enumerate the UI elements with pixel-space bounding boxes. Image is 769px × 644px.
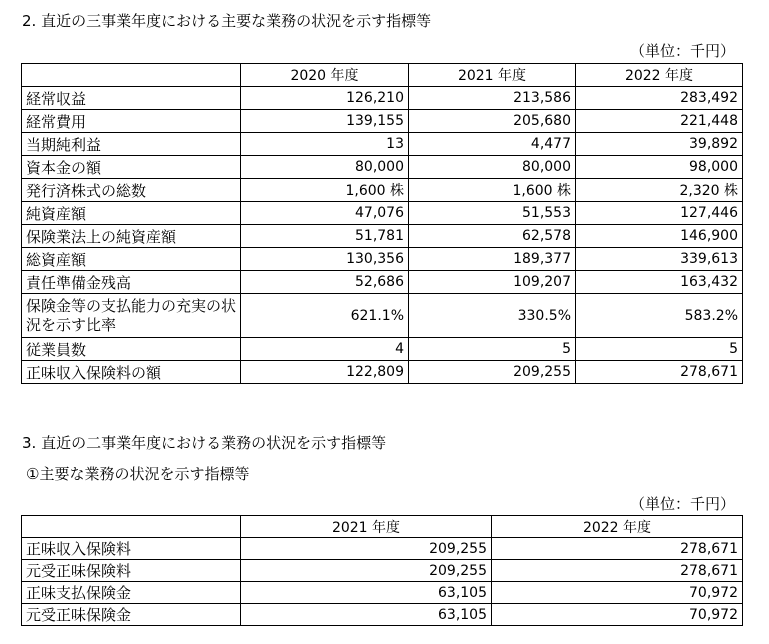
section2-unit: （単位：千円） (630, 42, 736, 60)
table-row (22, 294, 743, 338)
cell-value: 339,613 (576, 248, 743, 271)
cell-value: 209,255 (409, 361, 576, 384)
cell-value: 213,586 (409, 87, 576, 110)
cell-value: 122,809 (241, 361, 409, 384)
table-row (22, 248, 743, 271)
cell-value: 109,207 (409, 271, 576, 294)
table-row (22, 582, 743, 604)
section2-title: 2. 直近の三事業年度における主要な業務の状況を示す指標等 (22, 12, 432, 30)
section3-unit: （単位：千円） (630, 495, 736, 513)
header-cell: 2022 年度 (576, 64, 743, 87)
cell-value: 1,600 株 (409, 179, 576, 202)
row-label: 元受正味保険金 (22, 604, 241, 626)
table-row (22, 604, 743, 626)
row-label: 総資産額 (22, 248, 241, 271)
row-label: 責任準備金残高 (22, 271, 241, 294)
header-cell (22, 516, 241, 538)
table-row (22, 110, 743, 133)
cell-value: 70,972 (492, 604, 743, 626)
cell-value: 130,356 (241, 248, 409, 271)
cell-value: 221,448 (576, 110, 743, 133)
cell-value: 127,446 (576, 202, 743, 225)
cell-value: 4 (241, 338, 409, 361)
cell-value: 13 (241, 133, 409, 156)
table-header-row (22, 516, 743, 538)
row-label: 保険金等の支払能力の充実の状況を示す比率 (22, 294, 241, 338)
row-label: 正味収入保険料の額 (22, 361, 241, 384)
table-row (22, 133, 743, 156)
cell-value: 126,210 (241, 87, 409, 110)
cell-value: 163,432 (576, 271, 743, 294)
table-row (22, 225, 743, 248)
row-label: 発行済株式の総数 (22, 179, 241, 202)
table-header-row (22, 64, 743, 87)
row-label: 経常費用 (22, 110, 241, 133)
cell-value: 47,076 (241, 202, 409, 225)
cell-value: 278,671 (576, 361, 743, 384)
row-label: 正味支払保険金 (22, 582, 241, 604)
section3-table (21, 515, 743, 626)
row-label: 正味収入保険料 (22, 538, 241, 560)
table-row (22, 361, 743, 384)
table-row (22, 560, 743, 582)
section3-subtitle: ①主要な業務の状況を示す指標等 (26, 465, 250, 483)
header-cell: 2020 年度 (241, 64, 409, 87)
section3-title: 3. 直近の二事業年度における業務の状況を示す指標等 (22, 434, 387, 452)
cell-value: 139,155 (241, 110, 409, 133)
table-row (22, 338, 743, 361)
cell-value: 2,320 株 (576, 179, 743, 202)
cell-value: 583.2% (576, 294, 743, 338)
cell-value: 51,553 (409, 202, 576, 225)
cell-value: 80,000 (409, 156, 576, 179)
cell-value: 4,477 (409, 133, 576, 156)
section2-table (21, 63, 743, 384)
cell-value: 70,972 (492, 582, 743, 604)
cell-value: 5 (409, 338, 576, 361)
table-row (22, 156, 743, 179)
table-row (22, 202, 743, 225)
row-label: 保険業法上の純資産額 (22, 225, 241, 248)
cell-value: 205,680 (409, 110, 576, 133)
header-cell (22, 64, 241, 87)
cell-value: 52,686 (241, 271, 409, 294)
header-cell: 2021 年度 (241, 516, 492, 538)
cell-value: 80,000 (241, 156, 409, 179)
cell-value: 283,492 (576, 87, 743, 110)
cell-value: 98,000 (576, 156, 743, 179)
cell-value: 209,255 (241, 560, 492, 582)
row-label: 純資産額 (22, 202, 241, 225)
cell-value: 621.1% (241, 294, 409, 338)
cell-value: 278,671 (492, 560, 743, 582)
row-label: 当期純利益 (22, 133, 241, 156)
header-cell: 2022 年度 (492, 516, 743, 538)
row-label: 経常収益 (22, 87, 241, 110)
table-row (22, 538, 743, 560)
table-row (22, 179, 743, 202)
cell-value: 330.5% (409, 294, 576, 338)
cell-value: 51,781 (241, 225, 409, 248)
table-row (22, 271, 743, 294)
table-row (22, 87, 743, 110)
cell-value: 39,892 (576, 133, 743, 156)
row-label: 従業員数 (22, 338, 241, 361)
cell-value: 63,105 (241, 604, 492, 626)
cell-value: 1,600 株 (241, 179, 409, 202)
cell-value: 189,377 (409, 248, 576, 271)
cell-value: 278,671 (492, 538, 743, 560)
header-cell: 2021 年度 (409, 64, 576, 87)
cell-value: 63,105 (241, 582, 492, 604)
cell-value: 62,578 (409, 225, 576, 248)
row-label: 元受正味保険料 (22, 560, 241, 582)
cell-value: 146,900 (576, 225, 743, 248)
row-label: 資本金の額 (22, 156, 241, 179)
cell-value: 5 (576, 338, 743, 361)
cell-value: 209,255 (241, 538, 492, 560)
